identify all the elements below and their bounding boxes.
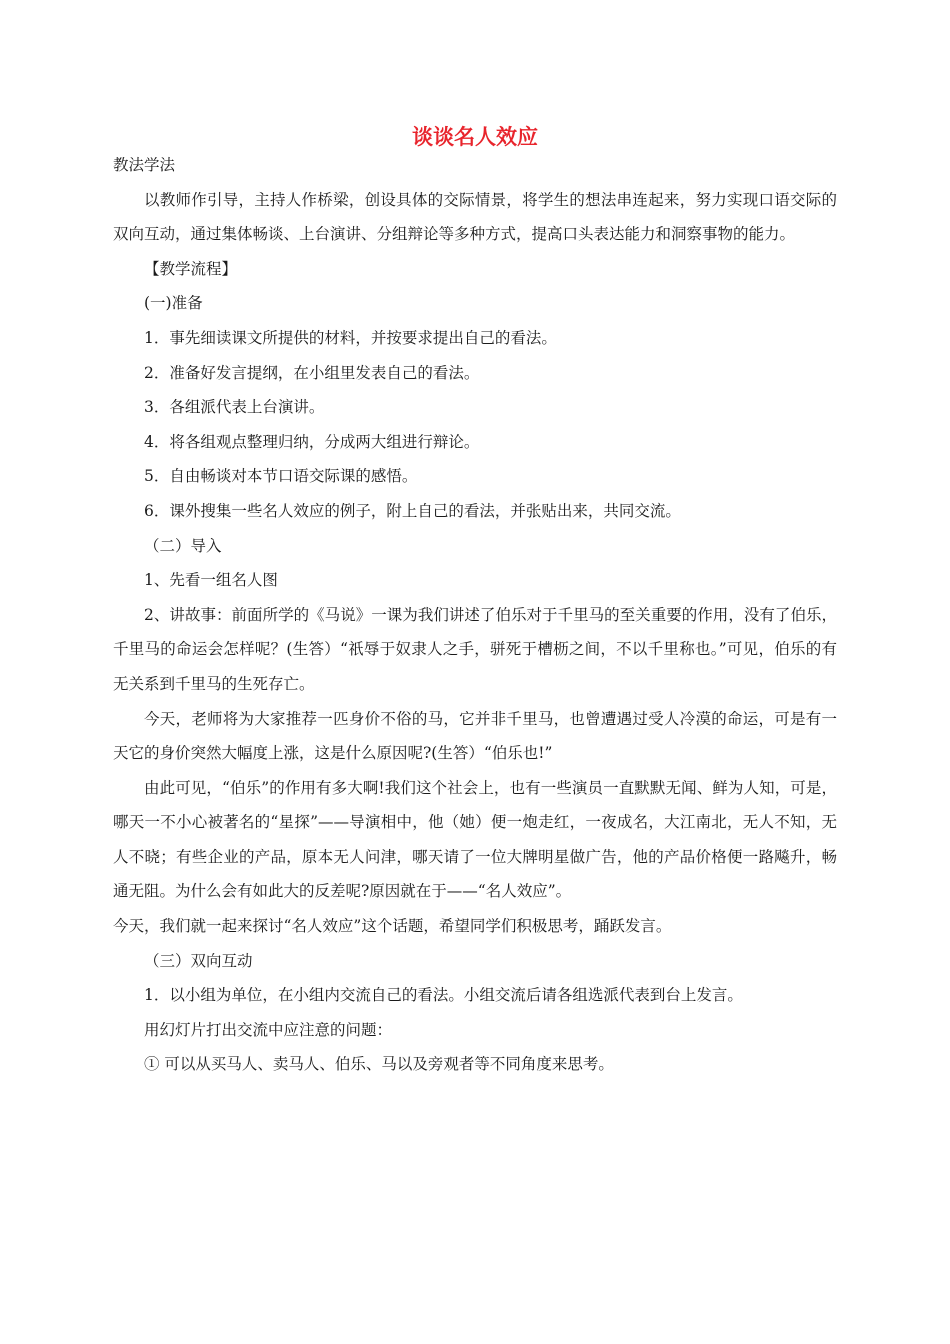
intro-bole-paragraph: 由此可见，“伯乐”的作用有多大啊!我们这个社会上，也有一些演员一直默默无闻、鲜为人知，可是，哪天一不小心被著名的“星探”——导演相中，他（她）便一炮走红，一夜成名，大江南北，无人不知，无人不晓；有些企业的产品，原本无人问津，哪天请了一位大牌明星做广告，他的产品价格便一路飚升，畅通无阻。为什么会有如此大的反差呢?原因就在于——“名人效应”。: [113, 778, 837, 901]
paragraph-method: 以教师作引导，主持人作桥梁，创设具体的交际情景，将学生的想法串连起来，努力实现口语交际的双向互动，通过集体畅谈、上台演讲、分组辩论等多种方式，提高口头表达能力和洞察事物的能力。: [113, 190, 837, 244]
list-item: 5．自由畅谈对本节口语交际课的感悟。: [144, 467, 418, 486]
section-heading-preparation: (一)准备: [144, 294, 203, 313]
list-item: 6．课外搜集一些名人效应的例子，附上自己的看法，并张贴出来，共同交流。: [144, 501, 681, 520]
document-title: 谈谈名人效应: [412, 125, 538, 149]
list-item: 2．准备好发言提纲，在小组里发表自己的看法。: [144, 363, 480, 382]
list-item: 1．事先细读课文所提供的材料，并按要求提出自己的看法。: [144, 328, 557, 347]
list-item: 3．各组派代表上台演讲。: [144, 398, 325, 417]
intro-horse-paragraph: 今天，老师将为大家推荐一匹身价不俗的马，它并非千里马，也曾遭遇过受人冷漠的命运，可是有一天它的身价突然大幅度上涨，这是什么原因呢?(生答）“伯乐也!”: [113, 709, 837, 763]
document-body: [113, 148, 837, 1082]
section-label-method: 教法学法: [113, 156, 176, 174]
list-item: 4．将各组观点整理归纳，分成两大组进行辩论。: [144, 432, 480, 451]
interaction-step-1: 1．以小组为单位，在小组内交流自己的看法。小组交流后请各组选派代表到台上发言。: [144, 986, 743, 1005]
section-heading-interaction: （三）双向互动: [144, 951, 253, 970]
section-heading-introduction: （二）导入: [144, 536, 222, 555]
intro-topic-paragraph: 今天，我们就一起来探讨“名人效应”这个话题，希望同学们积极思考，踊跃发言。: [113, 917, 672, 936]
interaction-slide-note: 用幻灯片打出交流中应注意的问题：: [144, 1020, 393, 1039]
intro-story-paragraph: 2、讲故事：前面所学的《马说》一课为我们讲述了伯乐对于千里马的至关重要的作用，没有了伯乐，千里马的命运会怎样呢？(生答）“祇辱于奴隶人之手，骈死于槽枥之间，不以千里称也。”可见，伯乐的有无关系到千里马的生死存亡。: [113, 605, 837, 693]
heading-teaching-flow: 【教学流程】: [144, 259, 238, 278]
interaction-point-1: ① 可以从买马人、卖马人、伯乐、马以及旁观者等不同角度来思考。: [144, 1055, 614, 1074]
intro-step-1: 1、先看一组名人图: [144, 571, 278, 590]
